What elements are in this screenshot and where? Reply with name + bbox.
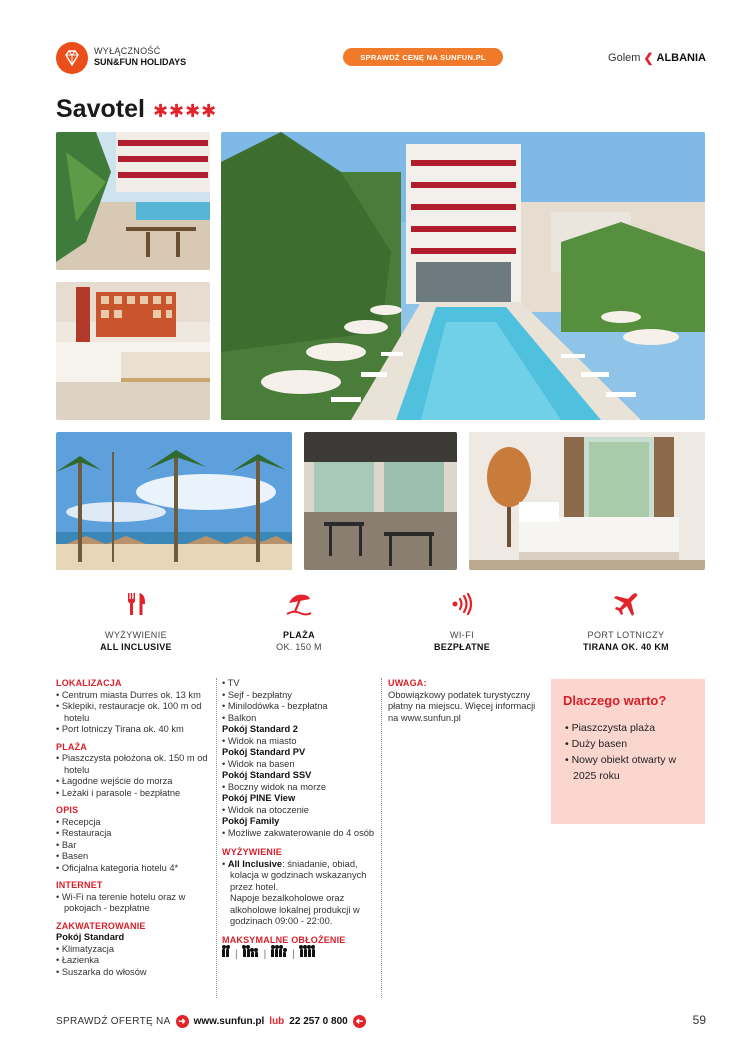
separator: | [235,949,238,960]
section-title-board: WYŻYWIENIE [222,847,282,857]
list-item: • Bar [56,840,214,852]
sunfun-logo [56,42,88,74]
list-item: • Recepcja [56,817,214,829]
room-type-standard: Pokój Standard [56,932,125,942]
room-type-standard-ssv: Pokój Standard SSV [222,770,312,780]
brand-text [94,46,186,68]
list-item: • Widok na basen [222,759,378,771]
plane-icon [613,592,639,616]
why-worth-item: • Duży basen [563,736,693,752]
column-divider [381,678,382,998]
feature-wifi [382,588,542,652]
list-item: • Sejf - bezpłatny [222,690,378,702]
hotel-stars: ✱✱✱✱ [152,101,218,121]
list-item: • Boczny widok na morze [222,782,378,794]
location-city: Golem [608,52,641,64]
arrow-left-icon: ➜ [353,1015,366,1028]
section-title-location: LOKALIZACJA [56,678,122,688]
brand-line1: WYŁĄCZNOŚĆ [94,46,161,56]
list-item: • Piaszczysta położona ok. 150 m od hotelu [56,753,214,776]
list-item: • Wi-Fi na terenie hotelu oraz w pokojach - bezpłatne [56,892,214,915]
feature-wifi-label: WI-FI [450,630,474,640]
why-worth-title: Dlaczego warto? [563,693,667,708]
why-worth-item: • Piaszczysta plaża [563,720,693,736]
list-item: • Widok na miasto [222,736,378,748]
feature-beach-label: PLAŻA [283,630,315,640]
location-country: ALBANIA [656,52,706,64]
photo-pool-main [221,132,705,420]
photo-restaurant [304,432,457,570]
beach-umbrella-icon [286,592,312,616]
photo-hotel-terrace [56,132,210,270]
list-item: • Restauracja [56,828,214,840]
board-ai-label: All Inclusive [227,858,283,869]
list-item: • Łagodne wejście do morza [56,776,214,788]
feature-beach [219,588,379,652]
cutlery-icon [125,592,147,616]
diamond-icon [62,48,82,68]
list-item: • Port lotniczy Tirana ok. 40 km [56,724,214,736]
photo-bedroom [469,432,705,570]
room-type-family: Pokój Family [222,816,280,826]
separator: | [292,949,295,960]
occupancy-icons [222,949,378,961]
list-item: • Centrum miasta Durres ok. 13 km [56,690,214,702]
list-item: • Łazienka [56,955,214,967]
section-title-max-occupancy: MAKSYMALNE OBŁOŻENIE [222,934,346,945]
list-item: • Oficjalna kategoria hotelu 4* [56,863,214,875]
chevron-left-icon: ❮ [643,51,654,65]
location-breadcrumb [608,51,706,65]
info-column-2 [222,678,378,961]
footer-url-link[interactable]: www.sunfun.pl [193,1015,265,1027]
feature-wifi-value: BEZPŁATNE [433,642,491,652]
section-title-internet: INTERNET [56,880,103,890]
board-ai-text: : śniadanie, obiad, kolacja w godzinach wskazanych przez hotel. [230,858,367,892]
arrow-right-icon: ➜ [176,1015,189,1028]
feature-beach-value: OK. 150 M [276,642,322,652]
list-item: • Leżaki i parasole - bezpłatne [56,788,214,800]
room-type-pine-view: Pokój PINE View [222,793,296,803]
list-item: • Możliwe zakwaterowanie do 4 osób [222,828,378,840]
section-title-beach: PLAŻA [56,741,87,752]
occupancy-2-adults-2-children-icon [243,949,259,961]
feature-board-value: ALL INCLUSIVE [100,642,172,652]
brand-line2: SUN&FUN HOLIDAYS [94,57,187,67]
section-title-description: OPIS [56,805,79,815]
occupancy-4-adults-icon [300,949,316,961]
wifi-icon [450,593,474,615]
board-drinks-text: Napoje bezalkoholowe oraz alkoholowe lokalnej produkcji w godzinach 09:00 - 22:00. [230,893,360,926]
board-description [222,859,378,894]
feature-airport [546,588,706,652]
footer-cta: SPRAWDŹ OFERTĘ NA [56,1015,171,1027]
page-header [56,42,706,74]
why-worth-box [551,679,705,824]
footer-or: lub [269,1015,285,1027]
occupancy-2-adults-icon [222,949,230,961]
list-item: • Minilodówka - bezpłatna [222,701,378,713]
check-price-button[interactable]: SPRAWDŹ CENĘ NA SUNFUN.PL [343,48,503,66]
column-divider [216,678,217,998]
occupancy-3-adults-1-child-icon [271,949,287,961]
separator: | [263,949,267,960]
list-item: • Balkon [222,713,378,725]
features-row [56,588,706,658]
note-text: Obowiązkowy podatek turystyczny płatny na miejscu. Więcej informacji na www.sunfun.pl [388,689,536,723]
feature-airport-label: PORT LOTNICZY [587,630,665,640]
room-type-standard-2: Pokój Standard 2 [222,724,298,734]
photo-beach [56,432,292,570]
page-number: 59 [692,1013,706,1027]
section-title-accommodation: ZAKWATEROWANIE [56,920,146,931]
info-column-1 [56,678,214,978]
feature-airport-value: TIRANA OK. 40 KM [583,642,669,652]
list-item: • Sklepiki, restauracje ok. 100 m od hotelu [56,701,214,724]
list-item: • Widok na otoczenie [222,805,378,817]
section-title-note: UWAGA: [388,678,427,688]
info-column-3 [388,678,546,724]
feature-board [56,588,216,652]
list-item: • Basen [56,851,214,863]
list-item: • Klimatyzacja [56,944,214,956]
room-type-standard-pv: Pokój Standard PV [222,747,306,757]
list-item: • TV [222,678,378,690]
footer-phone[interactable]: 22 257 0 800 [289,1015,348,1027]
list-item: • Suszarka do włosów [56,967,214,979]
why-worth-item: • Nowy obiekt otwarty w 2025 roku [563,752,693,784]
page-footer [56,1013,706,1029]
feature-board-label: WYŻYWIENIE [105,630,167,640]
hotel-name: Savotel [56,95,145,123]
photo-reception [56,282,210,420]
hotel-title-row [56,95,217,124]
